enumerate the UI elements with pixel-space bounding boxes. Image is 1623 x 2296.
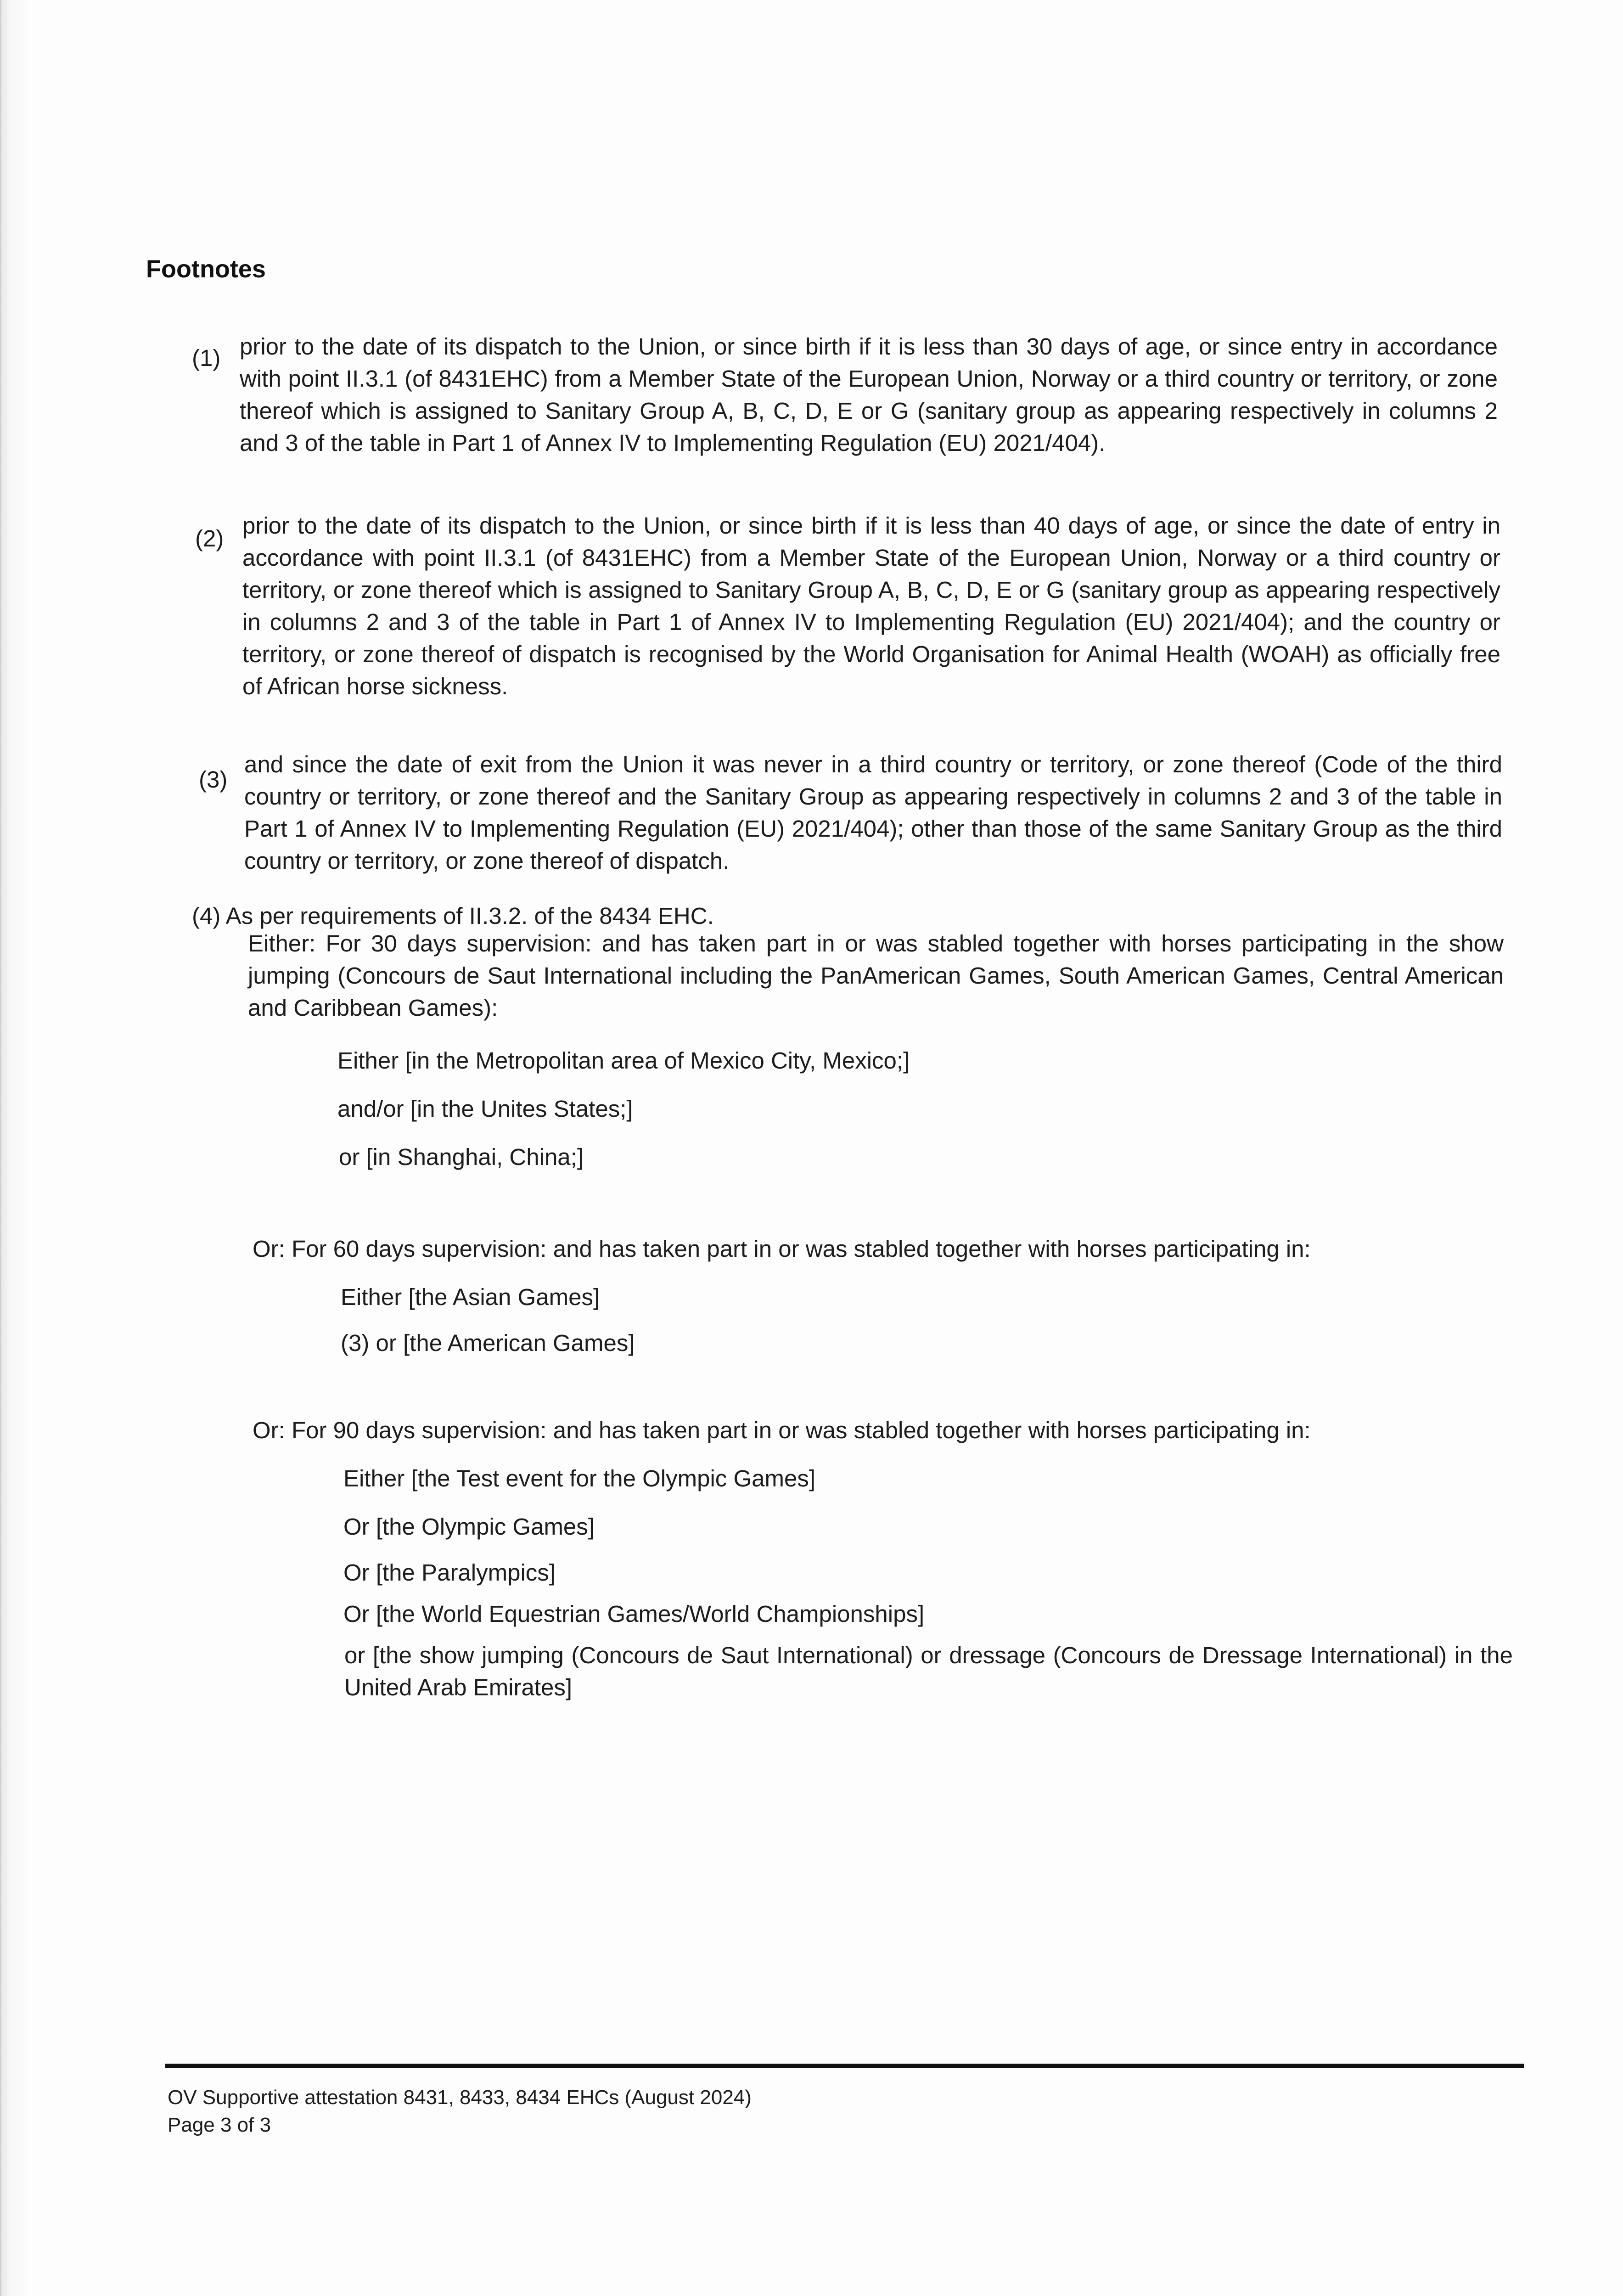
footnote-3-text: and since the date of exit from the Union it was never in a third country or territory, or zone thereof (Code of the third country or territory, or zone thereof and the Sanitary Group as appearing respectively in columns 2 and 3 of the table in Part 1 of Annex IV to Implementing Regulation (EU) 2021/404); other than those of the same Sanitary Group as the third country or territory, or zone thereof of dispatch. xyxy=(244,751,1502,874)
footnote-4-either-30-days: Either: For 30 days supervision: and has taken part in or was stabled together with horses participating in the show jumping (Concours de Saut International including the PanAmerican Games, South American Games, Central American and Caribbean Games): xyxy=(248,930,1504,1021)
footnote-2-number: (2) xyxy=(195,525,224,551)
footnote-1-number: (1) xyxy=(192,345,221,371)
footnotes-heading: Footnotes xyxy=(146,255,266,283)
footnote-4-or-60-days: Or: For 60 days supervision: and has taken part in or was stabled together with horses participating in: xyxy=(253,1236,1311,1262)
list-90-item: Or [the Paralympics] xyxy=(343,1559,556,1586)
footer-rule xyxy=(165,2064,1524,2068)
list-30-item: or [in Shanghai, China;] xyxy=(339,1144,584,1170)
list-90-item: Either [the Test event for the Olympic Games] xyxy=(343,1465,815,1491)
footnote-4-intro: (4) As per requirements of II.3.2. of the 8434 EHC. xyxy=(192,903,714,929)
list-30-item: and/or [in the Unites States;] xyxy=(337,1096,633,1122)
footer-page-number: Page 3 of 3 xyxy=(168,2114,271,2136)
footnote-2-text: prior to the date of its dispatch to the Union, or since birth if it is less than 40 days of age, or since the date of entry in accordance with point II.3.1 (of 8431EHC) from a Member State of the European Union, Norway or a third country or territory, or zone thereof which is assigned to Sanitary Group A, B, C, D, E or G (sanitary group as appearing respectively in columns 2 and 3 of the table in Part 1 of Annex IV to Implementing Regulation (EU) 2021/404); and the country or territory, or zone thereof of dispatch is recognised by the World Organisation for Animal Health (WOAH) as officially free of African horse sickness. xyxy=(242,512,1500,699)
list-60-item: Either [the Asian Games] xyxy=(341,1284,600,1310)
list-60-item: (3) or [the American Games] xyxy=(341,1330,635,1356)
list-90-item: or [the show jumping (Concours de Saut International) or dressage (Concours de Dressage International) in the United Arab Emirates] xyxy=(344,1642,1513,1700)
list-30-item: Either [in the Metropolitan area of Mexico City, Mexico;] xyxy=(337,1047,910,1074)
list-90-item: Or [the Olympic Games] xyxy=(343,1514,595,1540)
footnote-1-text: prior to the date of its dispatch to the Union, or since birth if it is less than 30 days of age, or since entry in accordance with point II.3.1 (of 8431EHC) from a Member State of the European Union, Norway or a third country or territory, or zone thereof which is assigned to Sanitary Group A, B, C, D, E or G (sanitary group as appearing respectively in columns 2 and 3 of the table in Part 1 of Annex IV to Implementing Regulation (EU) 2021/404). xyxy=(240,333,1498,456)
footer-document-title: OV Supportive attestation 8431, 8433, 8434 EHCs (August 2024) xyxy=(168,2086,752,2109)
footnote-3-number: (3) xyxy=(199,766,228,793)
footnote-4-or-90-days: Or: For 90 days supervision: and has taken part in or was stabled together with horses participating in: xyxy=(253,1417,1311,1443)
scan-left-edge xyxy=(0,0,43,2296)
list-90-item: Or [the World Equestrian Games/World Championships] xyxy=(343,1601,925,1627)
